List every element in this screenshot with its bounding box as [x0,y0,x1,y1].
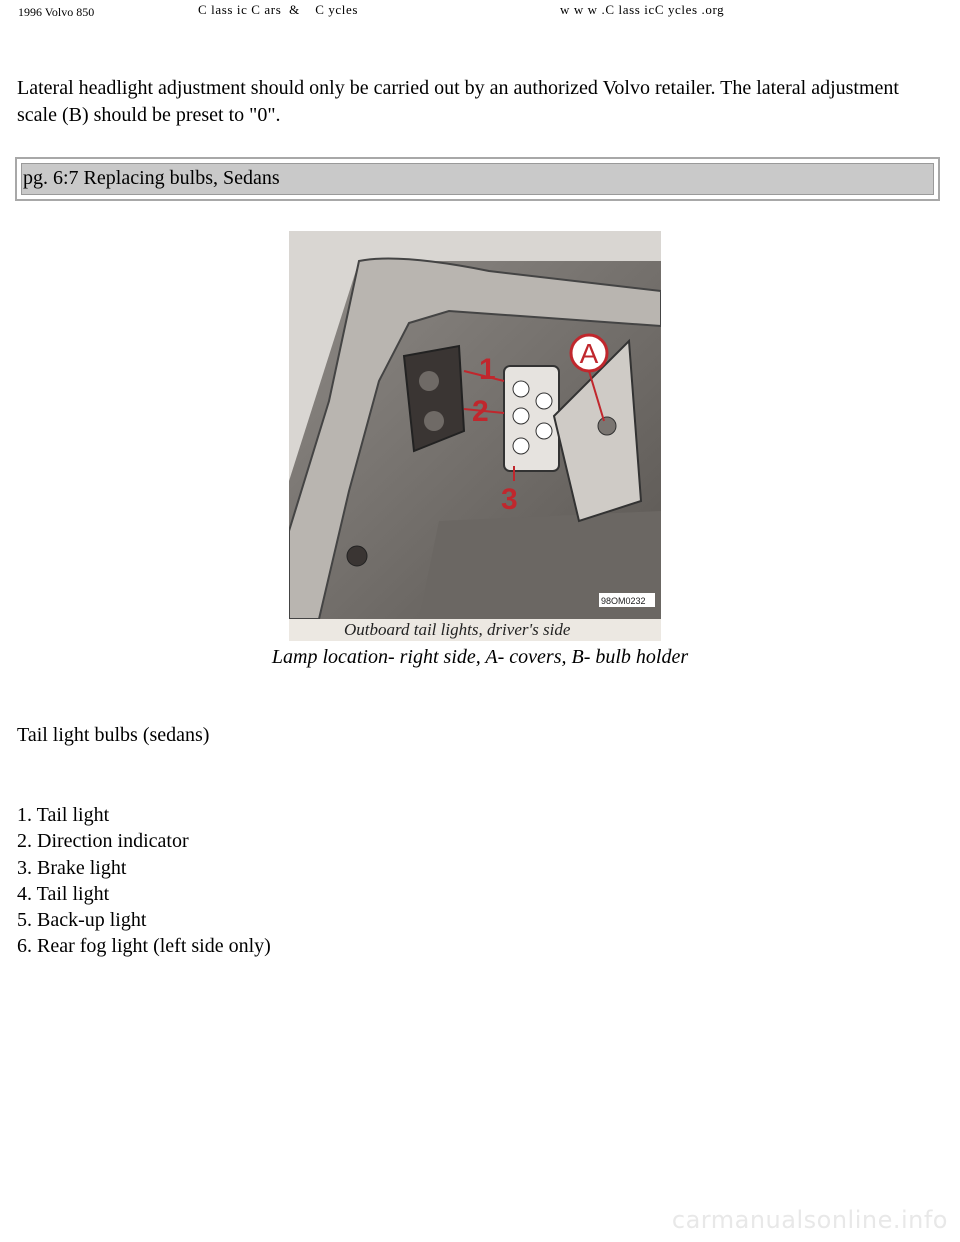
bulb-list [17,802,271,960]
tail-light-subheading: Tail light bulbs (sedans) [17,724,210,746]
image-code: 98OM0232 [601,596,646,606]
lamp-housing [404,346,464,451]
tail-light-illustration [289,231,661,641]
callout-3: 3 [501,483,518,516]
figure-caption: Lamp location- right side, A- covers, B- bulb holder [271,646,689,668]
watermark: carmanualsonline.info [671,1206,948,1234]
list-item: 3. Brake light [17,856,127,879]
list-item: 5. Back-up light [17,909,147,932]
figure-printed-caption: Outboard tail lights, driver's side [344,620,571,639]
intro-paragraph: Lateral headlight adjustment should only be carried out by an authorized Volvo retailer. The lateral adjustment scale (B) should be preset to "0". [17,77,899,126]
tail-light-figure [289,231,661,641]
list-item: 4. Tail light [17,882,110,905]
callout-2: 2 [472,395,489,428]
header-site-url: w w w .C lass icC ycles .org [560,2,725,17]
list-item: 2. Direction indicator [17,830,189,853]
callout-1: 1 [479,353,496,386]
section-title: pg. 6:7 Replacing bulbs, Sedans [23,167,280,189]
header-site-name: C lass ic C ars & C ycles [198,2,359,17]
list-item: 6. Rear fog light (left side only) [17,935,271,958]
list-item: 1. Tail light [17,804,110,826]
bulb-holder [504,366,559,471]
section-header-bar [15,157,940,201]
callout-a: A [579,338,599,369]
header-model: 1996 Volvo 850 [18,5,95,19]
